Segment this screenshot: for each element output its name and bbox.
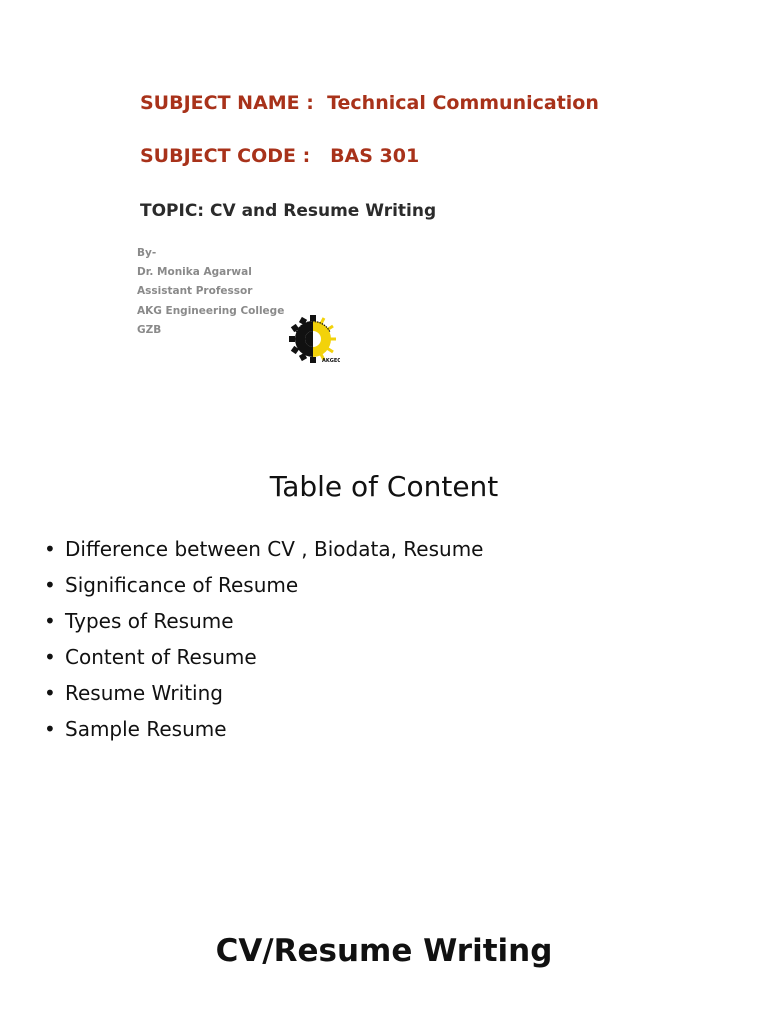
author-line: By- — [137, 247, 157, 259]
table-of-content-slide — [0, 440, 768, 770]
logo-text: AKGEC — [322, 358, 340, 364]
bullet-icon: • — [44, 609, 56, 633]
author-block — [137, 244, 284, 340]
bullet-icon: • — [44, 573, 56, 597]
bullet-icon: • — [44, 537, 56, 561]
subject-code: SUBJECT CODE : BAS 301 — [140, 145, 420, 167]
toc-item-text: Resume Writing — [65, 681, 223, 705]
bullet-icon: • — [44, 645, 56, 669]
author-line: GZB — [137, 323, 162, 336]
toc-item-text: Significance of Resume — [65, 573, 299, 597]
author-line: Assistant Professor — [137, 285, 253, 298]
bullet-icon: • — [44, 681, 56, 705]
section-title-slide — [0, 900, 768, 1024]
section-title: CV/Resume Writing — [215, 933, 553, 969]
bullet-icon: • — [44, 717, 56, 741]
toc-title: Table of Content — [269, 470, 499, 503]
toc-item-text: Difference between CV , Biodata, Resume — [65, 537, 484, 561]
toc-item-text: Types of Resume — [65, 609, 234, 633]
toc-item-text: Sample Resume — [65, 717, 227, 741]
toc-item-text: Content of Resume — [65, 645, 257, 669]
title-slide — [0, 0, 768, 400]
topic-heading: TOPIC: CV and Resume Writing — [140, 201, 437, 221]
college-emblem-icon — [286, 312, 340, 366]
author-line: AKG Engineering College — [137, 304, 285, 317]
subject-name: SUBJECT NAME : Technical Communication — [140, 92, 599, 114]
author-line: Dr. Monika Agarwal — [137, 266, 252, 279]
